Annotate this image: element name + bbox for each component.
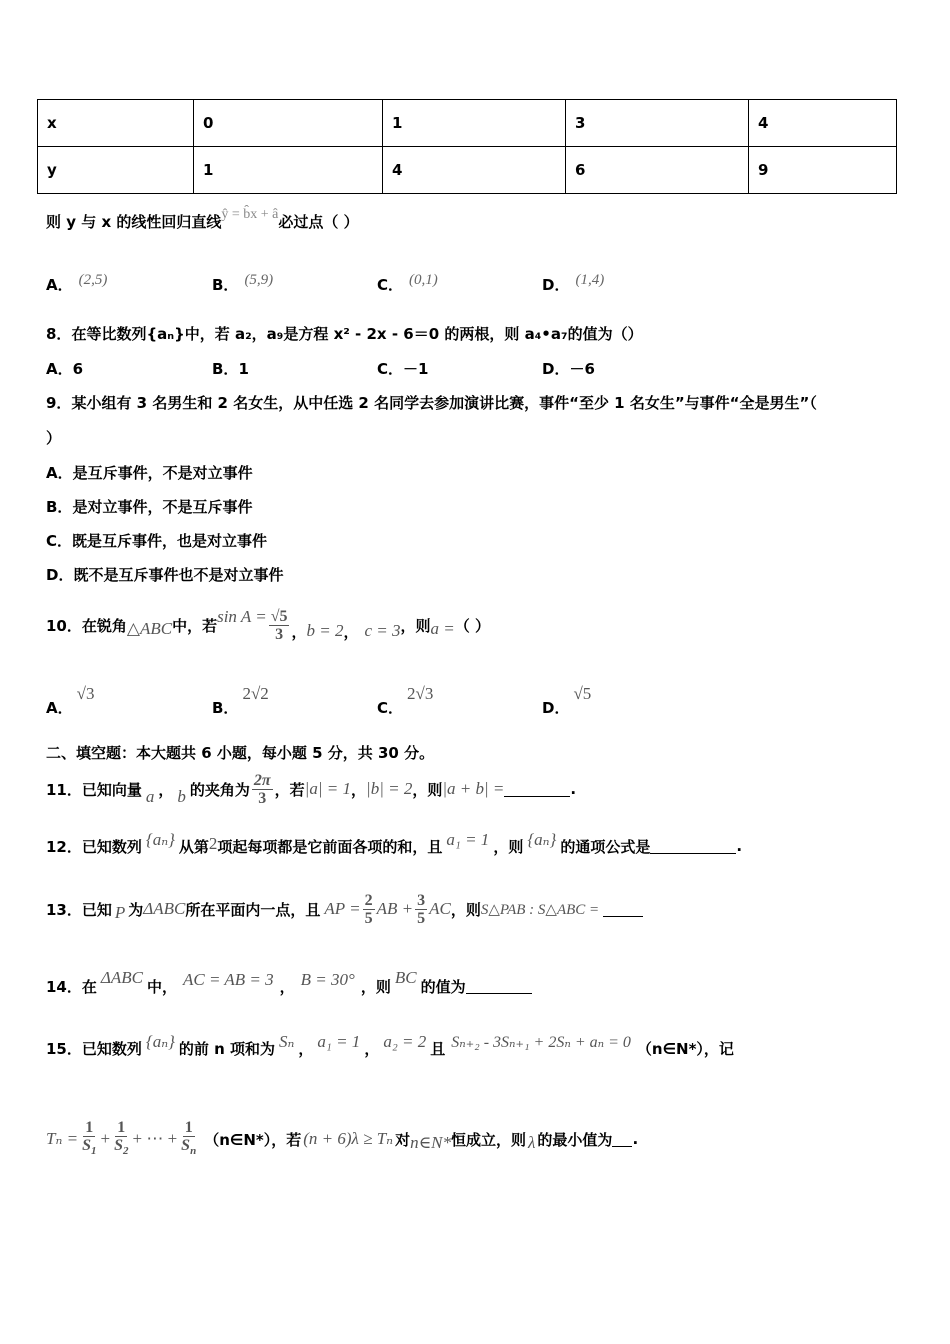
answer-blank[interactable] xyxy=(650,839,736,854)
table-cell: 3 xyxy=(566,100,749,147)
q12-sequence: {aₙ} xyxy=(527,830,557,849)
option-value: 6 xyxy=(72,360,84,378)
fraction-denominator: 5 xyxy=(417,909,426,927)
q7-option-d[interactable] xyxy=(542,272,605,295)
q14-text: ，则 xyxy=(360,977,391,996)
q7-option-b[interactable] xyxy=(212,272,274,295)
q12-text: 的通项公式是 xyxy=(560,837,651,856)
q15-lambda: λ xyxy=(528,1133,536,1152)
option-value: 既是互斥事件，也是对立事件 xyxy=(72,532,268,550)
q14-text: 中， xyxy=(146,977,177,996)
q10-triangle: △ABC xyxy=(126,619,173,638)
q15-end: . xyxy=(632,1130,639,1148)
option-label: B． xyxy=(212,360,239,378)
fraction-numerator: 2π xyxy=(253,771,271,789)
q9-option-a[interactable] xyxy=(46,462,253,483)
q12-stem xyxy=(46,824,742,868)
q11-expression: |a + b| = xyxy=(442,779,505,798)
q15-fraction-2: $\frac{1}{S_2}$ xyxy=(114,1118,129,1157)
q9-stem-line1 xyxy=(46,392,817,413)
vector-a: a xyxy=(145,787,155,806)
q12-initial-term: a₁ = 1 xyxy=(446,830,490,849)
q15-ellipsis: + ⋯ + xyxy=(132,1129,178,1148)
option-value: 2√3 xyxy=(407,684,434,703)
q13-text: 已知 xyxy=(81,900,112,919)
q9-text: 某小组有 3 名男生和 2 名女生，从中任选 2 名同学去参加演讲比赛，事件“至少 1 名女生”与事件“全是男生”（ xyxy=(71,394,817,412)
q15-stem-line1: 15． 已知数列 {aₙ} 的前 n 项和为 Sₙ ， a₁ = 1 ， a₂ = 2 且 Sₙ₊₂ - 3Sₙ₊₁ + 2Sₙ + aₙ = 0 （n∈N*），记 xyxy=(46,1032,734,1058)
q10-stem: 10． 在锐角 △ABC 中，若 sin A = $\frac{√5}{3}$ ， b = 2 ， c = 3 ，则 a = （ ） xyxy=(46,607,490,643)
option-value: 2√2 xyxy=(242,684,269,703)
q10-option-c[interactable] xyxy=(377,683,434,717)
option-label: A． xyxy=(46,464,73,482)
q15-text: 且 xyxy=(430,1039,446,1058)
option-label: B． xyxy=(212,276,239,294)
q14-equation-1: AC = AB = 3 xyxy=(183,970,274,989)
option-value: (0,1) xyxy=(409,272,438,288)
fraction-denominator: 3 xyxy=(275,625,284,643)
q14-triangle: ΔABC xyxy=(100,968,143,987)
q15-fraction-n: $\frac{1}{S_n}$ xyxy=(181,1118,197,1157)
q8-option-d[interactable] xyxy=(542,358,595,379)
q8-option-c[interactable] xyxy=(377,358,428,379)
q11-angle-fraction xyxy=(252,772,273,807)
q14-text: 在 xyxy=(81,977,97,996)
option-label: C． xyxy=(377,699,404,717)
q15-inequality: (n + 6)λ ≥ Tₙ xyxy=(303,1129,394,1148)
fraction-denominator: 5 xyxy=(364,909,373,927)
q10-text: ，则 xyxy=(400,616,431,635)
option-value: 既不是互斥事件也不是对立事件 xyxy=(73,566,284,584)
fraction-denominator: 3 xyxy=(258,789,267,807)
q10-c-value: c = 3 xyxy=(364,621,401,640)
q9-stem-line2: ） xyxy=(46,429,62,447)
q14-stem: 14． 在 ΔABC 中， AC = AB = 3 ， B = 30° ，则 BC 的值为 xyxy=(46,964,532,1008)
section-title: 二、填空题：本大题共 6 小题，每小题 5 分，共 30 分。 xyxy=(46,744,435,762)
q9-option-d[interactable] xyxy=(46,564,283,585)
q11-text: ，若 xyxy=(274,780,305,799)
q12-end: . xyxy=(736,837,743,855)
option-label: B． xyxy=(46,498,73,516)
option-label: C． xyxy=(377,360,404,378)
q15-a1: a₁ = 1 xyxy=(317,1032,361,1051)
q8-option-b[interactable] xyxy=(212,358,249,379)
q10-option-a[interactable] xyxy=(46,683,95,717)
question-number: 9． xyxy=(46,394,72,412)
q12-text: 已知数列 xyxy=(81,837,142,856)
option-value: (2,5) xyxy=(78,272,108,288)
q13-text: 为 xyxy=(128,900,144,919)
q15-tn: Tₙ = xyxy=(46,1129,79,1148)
q12-text: 从第 xyxy=(178,837,209,856)
question-number: 13． xyxy=(46,900,82,919)
q7-stem xyxy=(46,207,359,232)
option-label: B． xyxy=(212,699,239,717)
vector-b: b xyxy=(177,787,186,806)
q14-equation-2: B = 30° xyxy=(300,970,355,989)
q7-suffix: 必过点（ ） xyxy=(278,213,359,231)
q7-prefix: 则 y 与 x 的线性回归直线 xyxy=(46,213,222,231)
option-value: √5 xyxy=(573,684,592,703)
question-number: 15． xyxy=(46,1039,82,1058)
q14-side-bc: BC xyxy=(394,968,417,987)
answer-blank[interactable] xyxy=(603,902,643,917)
table-row-x xyxy=(38,100,897,147)
table-cell: 0 xyxy=(194,100,383,147)
q12-text: 项起每项都是它前面各项的和，且 xyxy=(217,837,443,856)
q10-text: 在锐角 xyxy=(81,616,127,635)
option-label: C． xyxy=(377,276,404,294)
q10-a-expr: a = xyxy=(430,619,455,638)
table-cell: y xyxy=(38,147,194,194)
table-cell: x xyxy=(38,100,194,147)
q11-norm-a: |a| = 1 xyxy=(304,779,351,798)
table-cell: 9 xyxy=(749,147,897,194)
q10-text: （ ） xyxy=(454,616,490,635)
q15-text: 的前 n 项和为 xyxy=(178,1039,276,1058)
q10-text: 中，若 xyxy=(172,616,218,635)
table-cell: 1 xyxy=(194,147,383,194)
q15-partial-sum: Sₙ xyxy=(279,1032,295,1051)
option-value: √3 xyxy=(76,684,95,703)
q13-fraction-2 xyxy=(415,892,427,927)
fraction-numerator: 2 xyxy=(364,891,373,909)
q11-text: 的夹角为 xyxy=(189,780,250,799)
q11-end: . xyxy=(570,780,577,798)
q15-fraction-1: $\frac{1}{S_1}$ xyxy=(82,1118,97,1157)
fraction-numerator: 3 xyxy=(417,891,426,909)
option-value: (1,4) xyxy=(575,272,605,288)
option-label: D． xyxy=(46,566,74,584)
q8-stem xyxy=(46,323,643,344)
option-label: D． xyxy=(542,276,570,294)
question-number: 11． xyxy=(46,780,82,799)
q15-sequence: {aₙ} xyxy=(145,1032,175,1051)
q8-text: 在等比数列{aₙ}中，若 a₂，a₉是方程 x² - 2x - 6＝0 的两根，则 a₄•a₇的值为（） xyxy=(71,325,643,343)
q15-text: 的最小值为 xyxy=(537,1130,613,1149)
q13-text: 所在平面内一点，且 xyxy=(185,900,321,919)
option-label: A． xyxy=(46,276,73,294)
q10-sin-expr: sin A = xyxy=(217,607,267,626)
q13-vector-ab: AB + xyxy=(376,899,414,918)
q9-option-c[interactable] xyxy=(46,530,267,551)
q15-condition: （n∈N*），记 xyxy=(636,1039,734,1058)
fraction-numerator: √5 xyxy=(270,607,288,625)
answer-blank[interactable] xyxy=(612,1132,632,1147)
q15-text: 对 xyxy=(395,1130,411,1149)
option-value: 1 xyxy=(238,360,249,378)
q15-recurrence: Sₙ₊₂ - 3Sₙ₊₁ + 2Sₙ + aₙ = 0 xyxy=(451,1034,631,1051)
q12-index: 2 xyxy=(208,834,218,853)
table-cell: 4 xyxy=(383,147,566,194)
q13-triangle: ΔABC xyxy=(143,899,186,918)
q13-text: ，则 xyxy=(450,900,481,919)
option-label: D． xyxy=(542,360,570,378)
answer-blank[interactable] xyxy=(466,979,532,994)
q10-option-b[interactable] xyxy=(212,683,269,717)
option-label: D． xyxy=(542,699,570,717)
q12-sequence: {aₙ} xyxy=(145,830,175,849)
answer-blank[interactable] xyxy=(504,782,570,797)
q12-text: ，则 xyxy=(493,837,524,856)
q8-option-a[interactable] xyxy=(46,358,83,379)
q13-area-ratio: S△PAB : S△ABC = xyxy=(480,901,600,918)
q15-natural-set: n∈N* xyxy=(410,1133,452,1152)
q7-regression-equation: ŷ = b̂x + â xyxy=(221,207,279,222)
table-cell: 1 xyxy=(383,100,566,147)
q7-option-c[interactable] xyxy=(377,272,438,295)
q7-option-a[interactable] xyxy=(46,272,108,295)
q10-sin-fraction xyxy=(269,608,290,643)
q15-a2: a₂ = 2 xyxy=(383,1032,427,1051)
option-label: A． xyxy=(46,360,73,378)
option-value: 是对立事件，不是互斥事件 xyxy=(72,498,253,516)
q15-text: 已知数列 xyxy=(81,1039,142,1058)
option-label: A． xyxy=(46,699,73,717)
q13-point: P xyxy=(114,903,126,922)
option-value: 是互斥事件，不是对立事件 xyxy=(72,464,253,482)
q13-vector-ac: AC xyxy=(429,899,451,918)
q13-vector-ap: AP = xyxy=(324,899,361,918)
q11-text: 已知向量 xyxy=(81,780,142,799)
question-number: 8． xyxy=(46,325,72,343)
q14-text: 的值为 xyxy=(420,977,466,996)
q10-b-value: b = 2 xyxy=(306,621,344,640)
xy-data-table xyxy=(37,99,897,194)
table-row-y xyxy=(38,147,897,194)
option-value: －6 xyxy=(569,360,595,378)
q15-condition-2: （n∈N*），若 xyxy=(204,1130,302,1149)
q11-text: ，则 xyxy=(412,780,443,799)
q13-stem xyxy=(46,884,643,934)
option-value: (5,9) xyxy=(244,272,274,288)
table-cell: 6 xyxy=(566,147,749,194)
question-number: 14． xyxy=(46,977,82,996)
q15-text: 恒成立，则 xyxy=(451,1130,527,1149)
q10-option-d[interactable] xyxy=(542,683,592,717)
q11-norm-b: |b| = 2 xyxy=(366,779,413,798)
q15-stem-line2: Tₙ = $\frac{1}{S_1}$ + $\frac{1}{S_2}$ + ⋯ + $\frac{1}{S_n}$ （n∈N*），若 (n + 6)λ ≥ Tₙ 对 n∈N* 恒成立，则 λ 的最小值为 . xyxy=(46,1113,638,1165)
question-number: 10． xyxy=(46,616,82,635)
q9-option-b[interactable] xyxy=(46,496,252,517)
option-label: C． xyxy=(46,532,73,550)
q13-fraction-1 xyxy=(363,892,375,927)
option-value: －1 xyxy=(403,360,429,378)
question-number: 12． xyxy=(46,837,82,856)
table-cell: 4 xyxy=(749,100,897,147)
q11-stem: 11． 已知向量 a ， b 的夹角为 $\frac{2\pi}{3}$ ，若 |a| = 1 ， |b| = 2 ，则 |a + b| = . xyxy=(46,771,577,807)
